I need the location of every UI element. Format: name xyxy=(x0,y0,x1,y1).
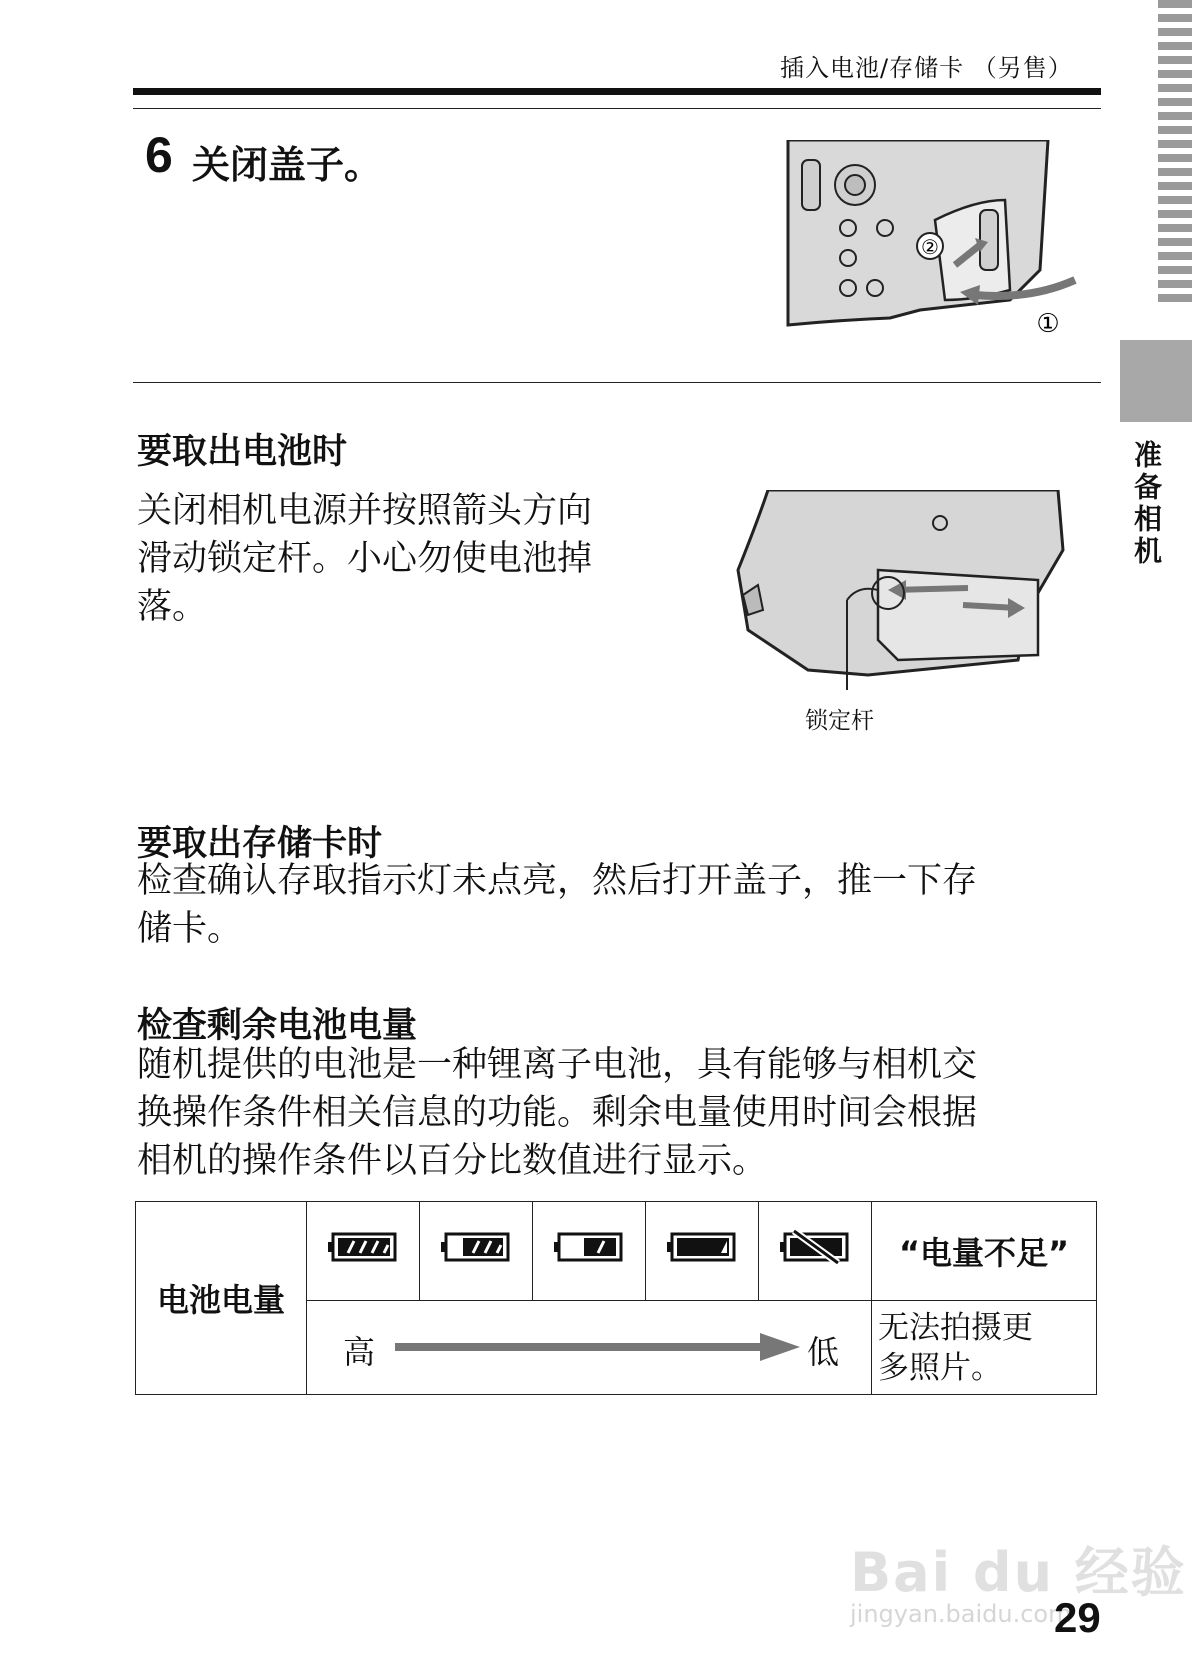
battery-empty-cell xyxy=(759,1202,872,1301)
high-label: 高 xyxy=(343,1333,376,1371)
page-number: 29 xyxy=(1054,1594,1101,1641)
battery-quarter-icon xyxy=(667,1231,737,1263)
battery-check-heading: 检查剩余电池电量 xyxy=(137,1006,418,1046)
battery-half-cell xyxy=(533,1202,646,1301)
remove-battery-line-1: 关闭相机电源并按照箭头方向 xyxy=(137,491,593,531)
remove-battery-line-3: 落。 xyxy=(137,587,208,627)
low-battery-note-line-2: 多照片。 xyxy=(878,1349,1002,1386)
watermark-brand: Bai du 经验 xyxy=(850,1541,1187,1604)
battery-level-header: 电池电量 xyxy=(136,1202,307,1395)
remove-battery-illustration xyxy=(728,490,1088,690)
side-tab-label: 准备相机 xyxy=(1130,440,1163,568)
battery-three-quarter-cell xyxy=(420,1202,533,1301)
battery-check-line-1: 随机提供的电池是一种锂离子电池，具有能够与相机交 xyxy=(137,1045,978,1085)
watermark-url: jingyan.baidu.com xyxy=(850,1600,1072,1628)
battery-level-table xyxy=(135,1201,1097,1395)
low-label: 低 xyxy=(807,1333,840,1371)
side-tab-stripes xyxy=(1158,0,1192,330)
step-number: 6 xyxy=(145,127,173,183)
battery-full-cell xyxy=(307,1202,420,1301)
battery-three-quarter-icon xyxy=(441,1231,511,1263)
header-rule xyxy=(133,88,1101,95)
battery-quarter-cell xyxy=(646,1202,759,1301)
remove-card-heading: 要取出存储卡时 xyxy=(137,824,383,864)
low-battery-note-line-1: 无法拍摄更 xyxy=(878,1309,1033,1346)
high-to-low-arrow xyxy=(395,1333,800,1361)
battery-half-icon xyxy=(554,1231,624,1263)
remove-card-line-2: 储卡。 xyxy=(137,909,243,949)
page-header-title: 插入电池/存储卡 （另售） xyxy=(780,54,1073,82)
step-text: 关闭盖子。 xyxy=(192,143,383,187)
level-gradient-cell xyxy=(307,1301,872,1395)
side-tab-block xyxy=(1120,340,1192,422)
callout-2: ② xyxy=(921,237,939,259)
header-sub-rule xyxy=(133,108,1101,109)
remove-battery-line-2: 滑动锁定杆。小心勿使电池掉 xyxy=(137,539,593,579)
section-divider xyxy=(133,382,1101,383)
battery-check-line-3: 相机的操作条件以百分比数值进行显示。 xyxy=(137,1141,768,1181)
battery-full-icon xyxy=(328,1231,398,1263)
battery-check-line-2: 换操作条件相关信息的功能。剩余电量使用时间会根据 xyxy=(137,1093,978,1133)
remove-card-line-1: 检查确认存取指示灯未点亮，然后打开盖子，推一下存 xyxy=(137,861,978,901)
low-battery-note xyxy=(872,1301,1097,1395)
close-cover-illustration xyxy=(780,140,1080,350)
low-battery-header: “电量不足” xyxy=(872,1202,1097,1301)
remove-battery-heading: 要取出电池时 xyxy=(137,432,348,472)
callout-1: ① xyxy=(1036,309,1060,339)
battery-empty-icon xyxy=(780,1229,850,1265)
lock-lever-label: 锁定杆 xyxy=(805,708,874,734)
